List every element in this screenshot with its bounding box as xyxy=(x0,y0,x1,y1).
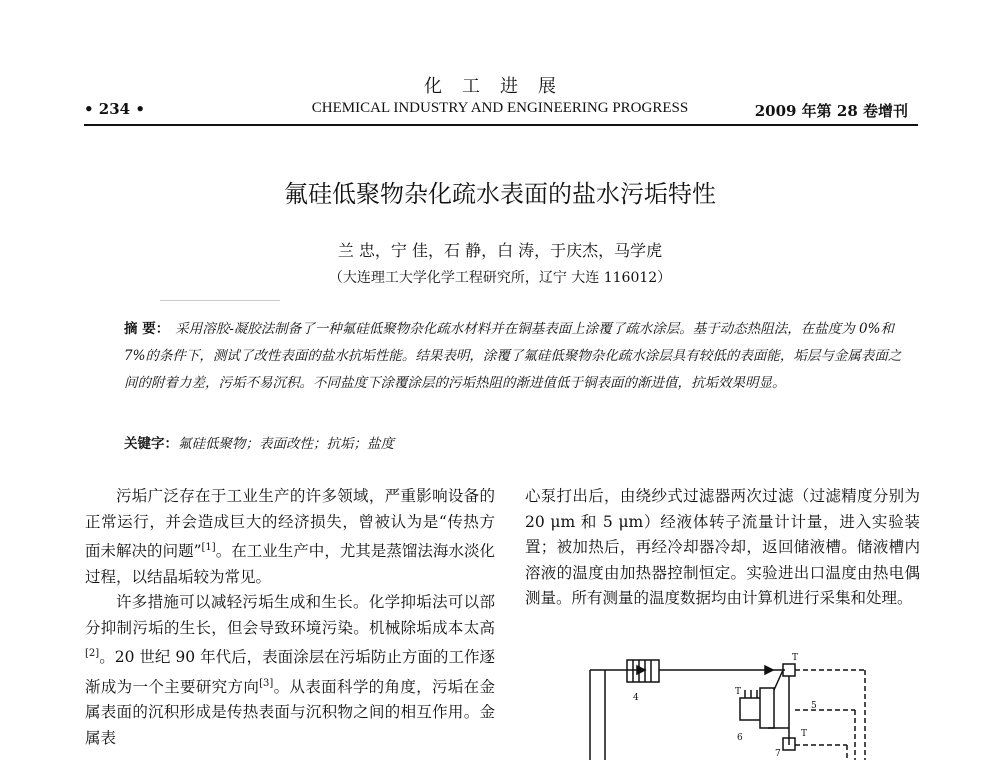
abstract-label: 摘 要： xyxy=(124,321,170,337)
keywords-label: 关键字： xyxy=(124,436,178,452)
figure-label: T xyxy=(735,687,742,697)
flow-arrow-icon xyxy=(765,666,773,674)
body-right-column xyxy=(525,484,920,612)
citation-ref: [3] xyxy=(259,677,274,689)
text-run: 。在工业生产中，尤其是蒸馏法海水淡化过程，以结晶垢较为常见。 xyxy=(85,542,495,586)
header-rule xyxy=(84,124,918,126)
citation-ref: [1] xyxy=(201,542,216,553)
affiliation: （大连理工大学化学工程研究所，辽宁 大连 116012） xyxy=(328,270,672,286)
figure-label: 6 xyxy=(737,733,743,743)
page-number: • 234 • xyxy=(84,100,145,118)
journal-title-en: CHEMICAL INDUSTRY AND ENGINEERING PROGRESS xyxy=(311,100,689,116)
paragraph: 心泵打出后，由绕纱式过滤器两次过滤（过滤精度分别为 20 μm 和 5 μm）经液体转子流量计计量，进入实验装置；被加热后，再经冷却器冷却，返回储液槽。储液槽内溶液的温度由加热器控制恒定。实验进出口温度由热电偶测量。所有测量的温度数据均由计算机进行采集和处理。 xyxy=(525,487,920,607)
text-run: 。从表面科学的角度，污垢在金属表面的沉积形成是传热表面与沉积物之间的相互作用。金属表 xyxy=(85,677,495,747)
journal-title-cn: 化工进展 xyxy=(424,76,576,97)
keywords-text: 氟硅低聚物；表面改性；抗垢；盐度 xyxy=(178,436,394,452)
abstract xyxy=(124,316,904,397)
flow-arrow-icon xyxy=(637,666,645,674)
figure-label: 4 xyxy=(633,693,639,703)
keywords xyxy=(124,432,904,452)
author-list: 兰 忠，宁 佳，石 静，白 涛，于庆杰，马学虎 xyxy=(337,241,663,260)
figure-label: T xyxy=(801,729,808,739)
citation-ref: [2] xyxy=(85,648,100,660)
text-run: 。20 世纪 90 年代后，表面涂层在污垢防止方面的工作逐渐成为一个主要研究方向 xyxy=(85,648,495,696)
paragraph xyxy=(85,590,495,751)
divider xyxy=(160,300,280,301)
figure-label: 5 xyxy=(811,701,817,711)
text-run: 污垢广泛存在于工业生产的许多领域，严重影响设备的正常运行，并会造成巨大的经济损失，曾被认为是“传热方面未解决的问题” xyxy=(85,487,495,561)
article-title: 氟硅低聚物杂化疏水表面的盐水污垢特性 xyxy=(284,180,716,208)
figure-label: 7 xyxy=(775,749,781,759)
abstract-text: 采用溶胶-凝胶法制备了一种氟硅低聚物杂化疏水材料并在铜基表面上涂覆了疏水涂层。基于动态热阻法，在盐度为 0%和 7%的条件下，测试了改性表面的盐水抗垢性能。结果表明，涂覆了氟硅低聚物杂化疏水涂层具有较低的表面能，垢层与金属表面之间的附着力差，污垢不易沉积。不同盐度下涂覆涂层的污垢热阻的渐进值低于铜表面的渐进值，抗垢效果明显。 xyxy=(124,321,902,391)
body-left-column xyxy=(85,484,495,751)
figure-label: T xyxy=(792,653,799,663)
apparatus-diagram xyxy=(585,650,875,760)
text-run: 许多措施可以减轻污垢生成和生长。化学抑垢法可以部分抑制污垢的生长，但会导致环境污染。机械除垢成本太高 xyxy=(85,593,495,637)
issue-info: 2009 年第 28 卷增刊 xyxy=(754,102,908,120)
paragraph xyxy=(85,484,495,590)
